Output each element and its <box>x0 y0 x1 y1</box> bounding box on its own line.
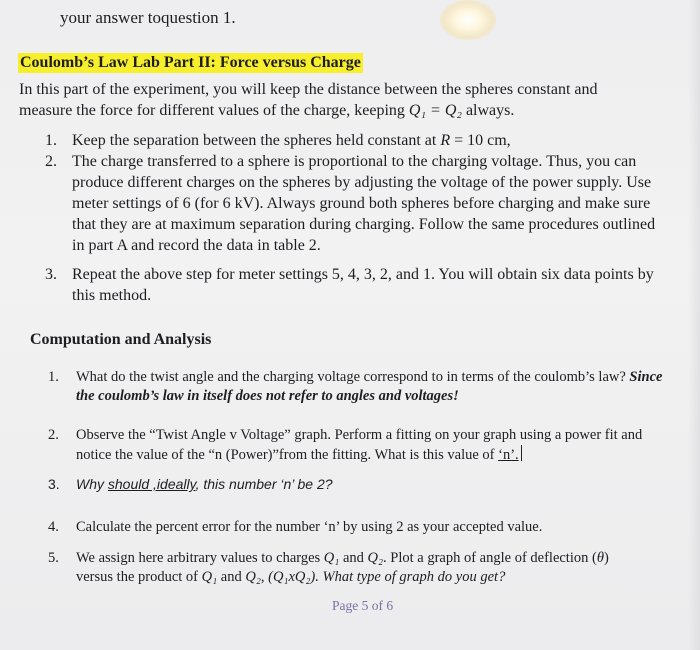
procedure-step-3: 3. Repeat the above step for meter settings 5, 4, 3, 2, and 1. You will obtain six data points by this method. <box>45 266 654 304</box>
question-5: 5. We assign here arbitrary values to charges Q₁ and Q₂. Plot a graph of angle of deflection (θ) versus the product of Q₁ and Q₂, (Q₁xQ₂). What type of graph do you get? <box>48 550 609 585</box>
page-number: Page 5 of 6 <box>332 598 394 613</box>
question-2: 2. Observe the “Twist Angle v Voltage” graph. Perform a fitting on your graph using a power fit and notice the value of the “n (Power)”from the fitting. What is this value of ‘n’. <box>48 427 643 463</box>
analysis-heading: Computation and Analysis <box>30 331 212 348</box>
n-value-link: ‘n’. <box>498 447 519 463</box>
procedure-list <box>45 130 655 306</box>
section-heading: Coulomb’s Law Lab Part II: Force versus Charge <box>20 54 361 71</box>
text-cursor <box>521 445 522 461</box>
intro-line-1: In this part of the experiment, you will keep the distance between the spheres constant and <box>19 81 598 98</box>
edge-shadow <box>688 0 700 650</box>
light-glare <box>440 0 496 40</box>
previous-question-tail: your answer toquestion 1. <box>60 8 236 27</box>
procedure-step-2: 2. The charge transferred to a sphere is proportional to the charging voltage. Thus, you can produce different charges on the spheres by adjusting the voltage of the power supply. Use meter settings of 6 (for 6 kV). Always ground both spheres before charging and make sure that they are at maximum separation during charging. Follow the same procedures outlined in part A and record the data in table 2. <box>45 153 656 254</box>
intro-paragraph <box>19 79 597 121</box>
question-list <box>48 368 662 587</box>
question-3: 3. Why should ,ideally, this number ‘n’ be 2? <box>48 476 333 492</box>
question-1: 1. What do the twist angle and the charging voltage correspond to in terms of the coulomb’s law? Since the coulomb’s law in itself does not refer to angles and voltages! <box>48 369 663 404</box>
question-4: 4. Calculate the percent error for the number ‘n’ by using 2 as your accepted value. <box>48 519 543 535</box>
procedure-step-1: 1. Keep the separation between the spheres held constant at R = 10 cm, <box>45 132 511 149</box>
intro-line-2: measure the force for different values of the charge, keeping Q₁ = Q₂ always. <box>19 102 515 119</box>
charge-equality: Q₁ = Q₂ <box>408 102 462 119</box>
